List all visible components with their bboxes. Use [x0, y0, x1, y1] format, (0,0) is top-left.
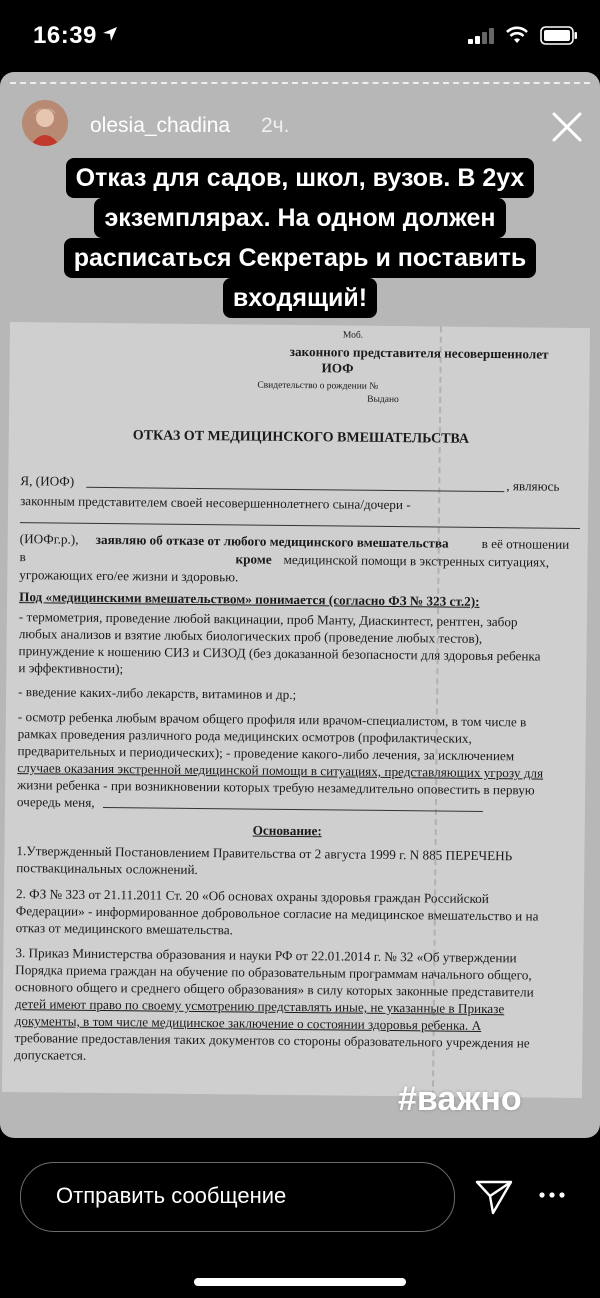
doc-text: любых анализов и взятие любых биологических проб (проведение любых тестов),: [18, 626, 483, 646]
doc-text: отказ от медицинского вмешательства.: [15, 920, 233, 938]
doc-text: 3. Приказ Министерства образования и науки РФ от 22.01.2014 г. № 32 «Об утверждении: [15, 945, 517, 966]
doc-text: документы, в том числе медицинское заключение о состоянии здоровья ребенка. А: [14, 1013, 482, 1033]
avatar[interactable]: [22, 100, 68, 146]
caption-line: Отказ для садов, школ, вузов. В 2ух: [66, 158, 535, 198]
doc-text: жизни ребенка - при возникновении которых требую незамедлительно оповестить в первую: [17, 777, 535, 798]
doc-text: , являюсь: [506, 478, 560, 494]
doc-text: предварительных и периодических); - проведение какого-либо лечения, за исключением: [17, 743, 515, 764]
doc-mob: Моб.: [342, 330, 364, 341]
doc-text: принуждение к ношению СИЗ и СИЗОД (без доказанной безопасности для здоровья ребенка: [18, 643, 541, 664]
doc-header: ИОФ: [321, 360, 354, 376]
doc-header: Выдано: [367, 394, 399, 406]
doc-text: заявляю об отказе от любого медицинского вмешательства: [95, 531, 449, 551]
doc-text: Порядка приема граждан на обучение по образовательным программам начального общего,: [15, 962, 532, 983]
location-arrow-icon: [102, 26, 118, 42]
doc-text: Под «медицинскими вмешательством» понимается (согласно ФЗ № 323 ст.2):: [19, 589, 480, 609]
doc-text: медицинской помощи в экстренных ситуациях,: [283, 551, 550, 570]
doc-text: угрожающих его/ее жизни и здоровью.: [19, 567, 239, 585]
doc-basis-title: Основание:: [252, 822, 322, 839]
home-indicator[interactable]: [194, 1278, 406, 1286]
doc-text: - термометрия, проведение любой вакцинации, проб Манту, Диаскинтест, рентген, забор: [18, 609, 518, 630]
doc-header: законного представителя несовершеннолет: [289, 343, 549, 362]
story-username[interactable]: olesia_chadina: [90, 114, 231, 137]
avatar-image-icon: [22, 100, 68, 146]
doc-text: допускается.: [14, 1047, 87, 1063]
doc-text: 1.Утвержденный Постановлением Правительства от 2 августа 1999 г. N 885 ПЕРЕЧЕНЬ: [16, 843, 513, 864]
doc-header: Свидетельство о рождении №: [257, 380, 379, 392]
caption-line: входящий!: [223, 278, 377, 318]
send-icon[interactable]: [474, 1178, 514, 1216]
doc-text: рамках проведения различного рода медицинских осмотров (профилактических,: [17, 726, 472, 746]
doc-text: - осмотр ребенка любым врачом общего профиля или врачом-специалистом, в том числе в: [17, 709, 527, 730]
reply-placeholder: Отправить сообщение: [56, 1183, 287, 1208]
story-caption: [20, 158, 580, 318]
doc-text: в: [19, 549, 26, 565]
blank-line: [20, 522, 580, 529]
document-photo: [2, 322, 590, 1098]
doc-text: требование предоставления таких документов со стороны образовательного учреждения не: [14, 1030, 530, 1051]
doc-text: в её отношении: [481, 535, 570, 552]
caption-line: экземплярах. На одном должен: [94, 198, 505, 238]
doc-text: детей имеют право по своему усмотрению представлять иные, не указанные в Приказе: [14, 996, 505, 1017]
doc-title: ОТКАЗ ОТ МЕДИЦИНСКОГО ВМЕШАТЕЛЬСТВА: [132, 428, 470, 447]
blank-line: [103, 807, 483, 812]
doc-text: 2. ФЗ № 323 от 21.11.2011 Ст. 20 «Об основах охраны здоровья граждан Российской: [15, 886, 489, 907]
wifi-icon: [505, 25, 529, 45]
doc-text: основного общего и среднего общего образования» в силу которых законные представители: [14, 979, 534, 1000]
doc-text: и эффективности);: [18, 660, 124, 677]
doc-text: Федерации» - информированное добровольное согласие на медицинское вмешательство и на: [15, 903, 539, 924]
caption-line: расписаться Секретарь и поставить: [64, 238, 537, 278]
doc-text: - введение каких-либо лекарств, витаминов и др.;: [18, 684, 297, 703]
story-card[interactable]: [0, 72, 600, 1138]
doc-text: очередь меня,: [16, 794, 95, 810]
reply-input[interactable]: [20, 1162, 455, 1232]
status-time: 16:39: [33, 22, 97, 49]
doc-text: (ИОФг.р.),: [19, 531, 79, 547]
status-bar: [0, 0, 600, 70]
cellular-signal-icon: [468, 28, 496, 44]
doc-text: поствакцинальных осложнений.: [16, 860, 198, 877]
doc-text: законным представителем своей несовершеннолетнего сына/дочери -: [20, 493, 411, 513]
story-time-ago: 2ч.: [261, 114, 290, 137]
doc-text: случаев оказания экстренной медицинской помощи в ситуациях, представляющих угрозу для: [17, 760, 544, 781]
battery-icon: [540, 26, 578, 45]
more-options-icon[interactable]: [538, 1190, 566, 1200]
doc-text: кроме: [235, 551, 272, 567]
doc-text: Я, (ИОФ): [20, 473, 75, 489]
close-icon[interactable]: [550, 110, 584, 144]
story-progress-bar: [10, 82, 590, 88]
hashtag-sticker[interactable]: #важно: [398, 1080, 522, 1118]
